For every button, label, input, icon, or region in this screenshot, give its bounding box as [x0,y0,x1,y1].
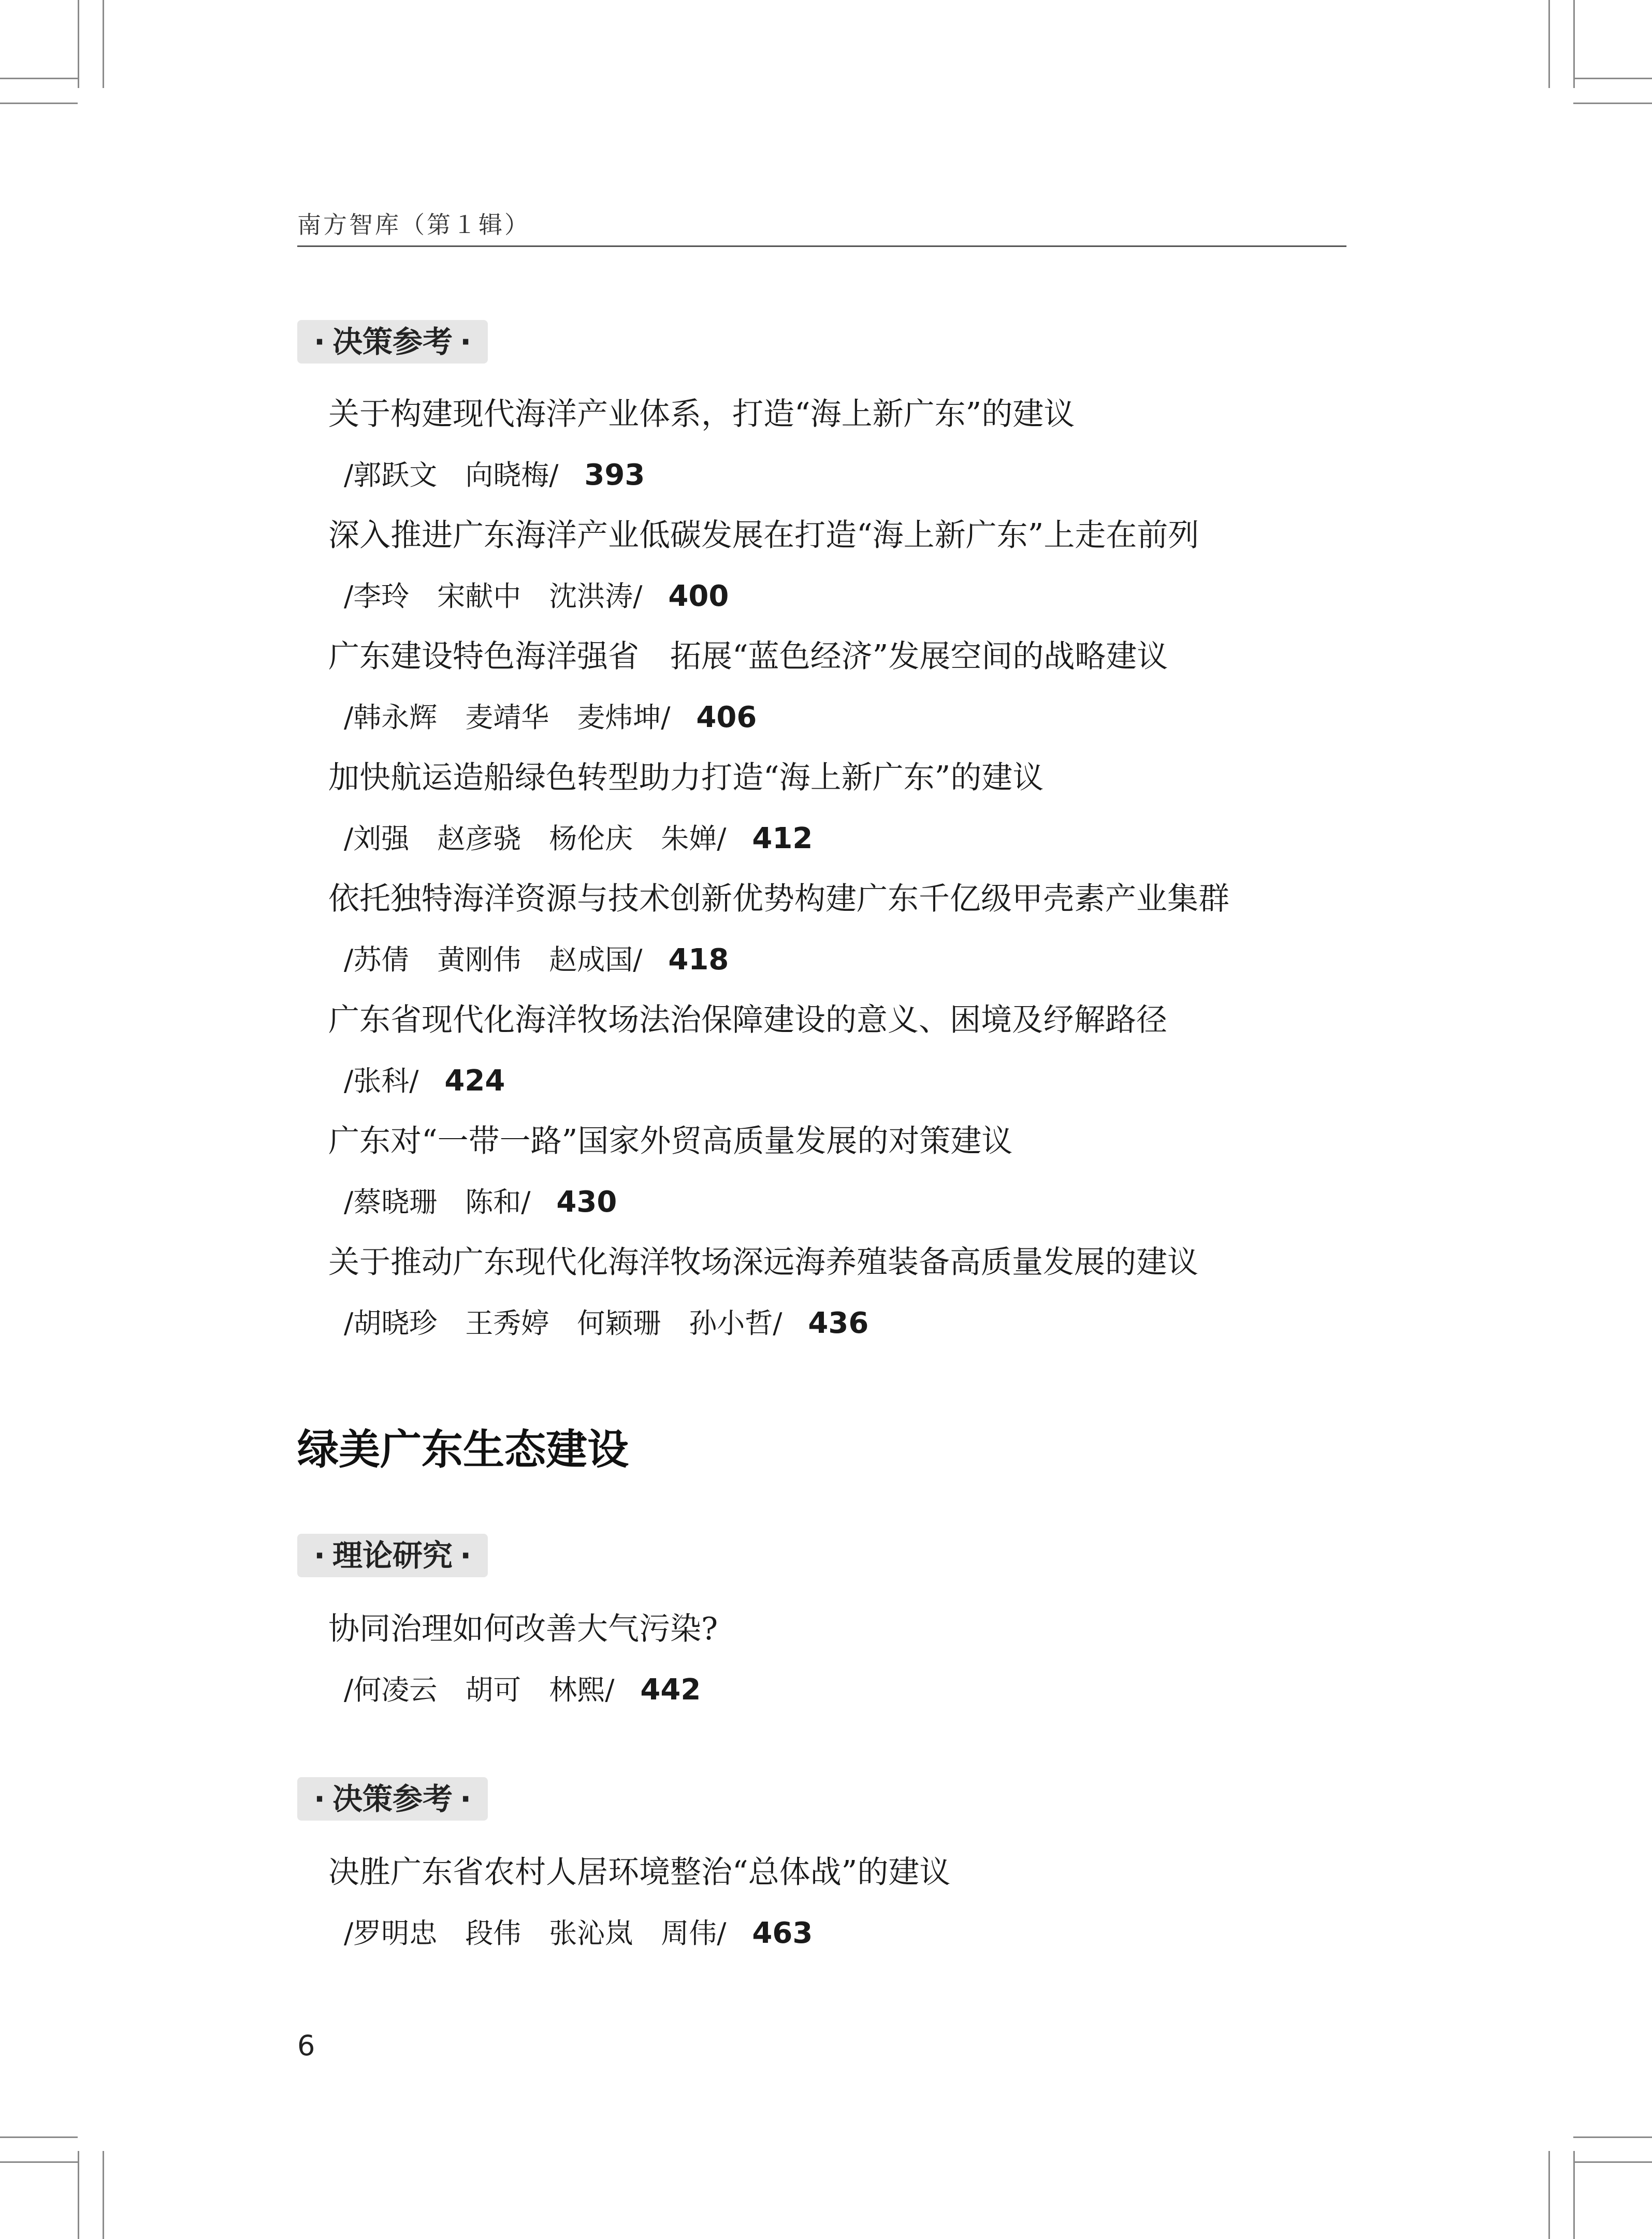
toc-entry-byline [344,703,757,732]
toc-entry-title[interactable]: 关于构建现代海洋产业体系，打造“海上新广东”的建议 [328,396,1075,432]
badge-dot-right: · [460,1781,472,1816]
toc-entry-authors: /何凌云 胡可 林熙/ [344,1674,615,1706]
toc-entry-page: 430 [556,1185,617,1219]
toc-entry-byline [344,1064,505,1098]
toc-entry-byline [344,824,813,853]
toc-entry-authors: /苏倩 黄刚伟 赵成国/ [344,943,643,976]
badge-dot-right: · [460,324,472,359]
toc-entry-authors: /郭跃文 向晓梅/ [344,459,559,491]
toc-entry-page: 436 [808,1306,869,1340]
toc-entry-title[interactable]: 决胜广东省农村人居环境整治“总体战”的建议 [328,1854,951,1891]
toc-entry-authors: /胡晓珍 王秀婷 何颖珊 孙小哲/ [344,1307,782,1340]
toc-entry-authors: /张科/ [344,1065,419,1097]
toc-entry-title[interactable]: 加快航运造船绿色转型助力打造“海上新广东”的建议 [328,760,1044,796]
badge-dot-left: · [314,1781,326,1816]
toc-entry-title[interactable]: 关于推动广东现代化海洋牧场深远海养殖装备高质量发展的建议 [328,1244,1198,1281]
toc-entry-byline [344,943,729,977]
badge-dot-left: · [314,1538,326,1573]
toc-entry-title[interactable]: 协同治理如何改善大气污染? [328,1611,718,1647]
toc-entry-page: 400 [668,579,729,613]
page-number: 6 [297,2029,315,2062]
toc-entry-page: 424 [444,1064,505,1098]
toc-entry-byline [344,1916,813,1950]
badge-label: 理论研究 [332,1538,453,1573]
category-badge-decision [297,1777,488,1821]
toc-entry-authors: /刘强 赵彦骁 杨伦庆 朱婵/ [344,822,727,855]
toc-entry-page: 463 [752,1916,813,1950]
badge-label: 决策参考 [332,1781,453,1816]
toc-entry-byline [344,1673,701,1707]
category-badge-theory [297,1534,488,1577]
toc-entry-title[interactable]: 广东省现代化海洋牧场法治保障建设的意义、困境及纾解路径 [328,1002,1167,1038]
toc-entry-authors: /蔡晓珊 陈和/ [344,1186,531,1218]
toc-entry-byline [344,579,729,613]
badge-dot-right: · [460,1538,472,1573]
toc-entry-page: 442 [640,1673,701,1707]
toc-entry-title[interactable]: 广东对“一带一路”国家外贸高质量发展的对策建议 [328,1123,1013,1159]
category-badge-decision [297,320,488,364]
toc-entry-byline [344,458,645,492]
toc-entry-page: 393 [584,458,645,492]
toc-entry-authors: /韩永辉 麦靖华 麦炜坤/ [344,701,671,734]
toc-entry-title[interactable]: 深入推进广东海洋产业低碳发展在打造“海上新广东”上走在前列 [328,517,1199,554]
toc-entry-page: 406 [696,701,757,734]
toc-entry-authors: /罗明忠 段伟 张沁岚 周伟/ [344,1917,727,1950]
toc-entry-byline [344,1306,869,1340]
running-head: 南方智库（第１辑） [297,211,530,239]
toc-entry-page: 418 [668,943,729,977]
toc-entry-title[interactable]: 依托独特海洋资源与技术创新优势构建广东千亿级甲壳素产业集群 [328,881,1229,917]
toc-entry-byline [344,1185,617,1219]
badge-dot-left: · [314,324,326,359]
badge-label: 决策参考 [332,324,453,359]
header-rule [297,245,1346,247]
toc-entry-page: 412 [752,822,813,855]
toc-entry-title[interactable]: 广东建设特色海洋强省 拓展“蓝色经济”发展空间的战略建议 [328,638,1168,675]
section-title: 绿美广东生态建设 [297,1426,629,1474]
toc-entry-authors: /李玲 宋献中 沈洪涛/ [344,580,643,613]
